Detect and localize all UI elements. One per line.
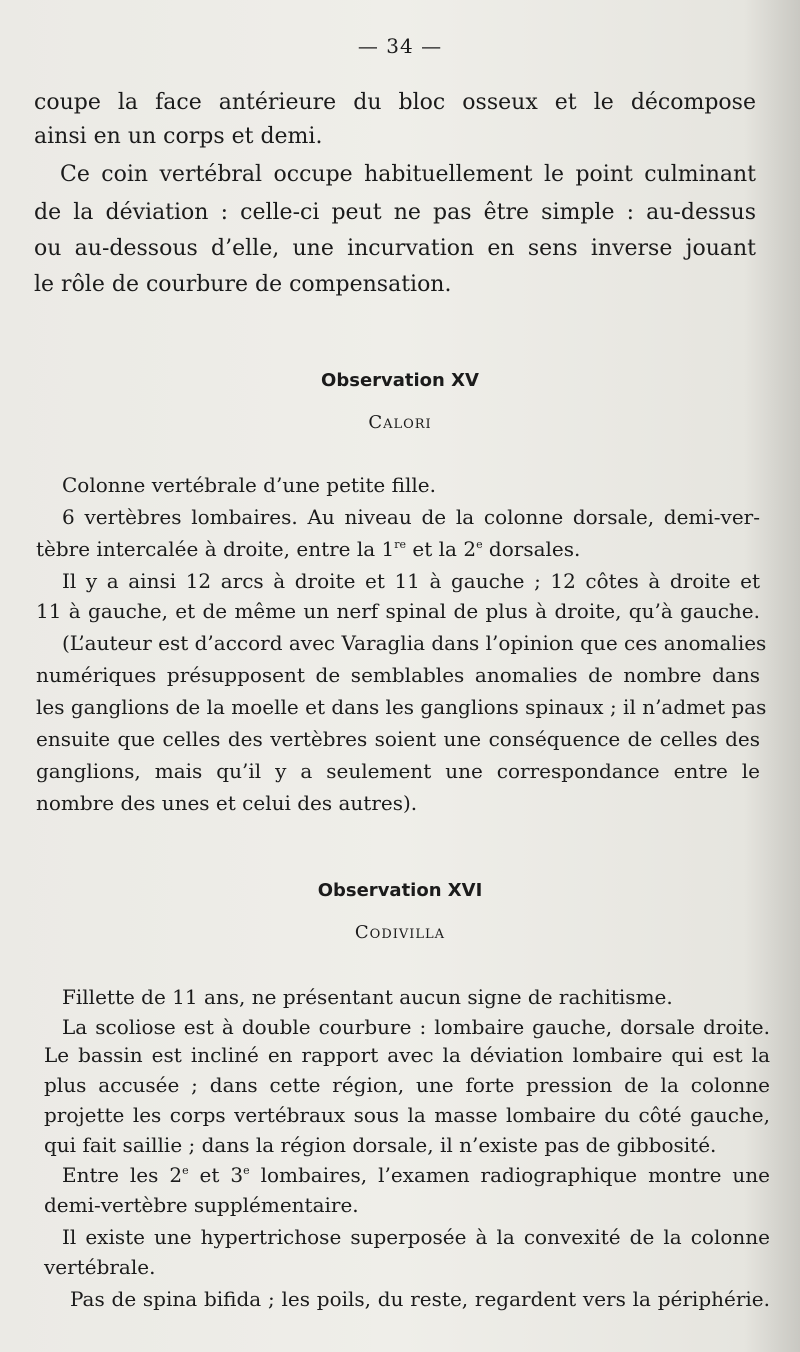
obs15-line-8: les ganglions de la moelle et dans les ganglions spinaux ; il n’admet pas: [36, 695, 767, 719]
observation-xvi-author: Codivilla: [354, 922, 446, 943]
obs16-line-2: La scoliose est à double courbure : lombaire gauche, dorsale droite.: [62, 1015, 770, 1039]
obs16-line-6: qui fait saillie ; dans la région dorsale, il n’existe pas de gibbosité.: [44, 1133, 717, 1157]
obs15-line-1: Colonne vertébrale d’une petite fille.: [62, 473, 436, 497]
intro-line-6: le rôle de courbure de compensation.: [34, 272, 452, 297]
obs16-line-5: projette les corps vertébraux sous la masse lombaire du côté gauche,: [44, 1103, 770, 1127]
observation-xv-author: Calori: [368, 412, 432, 433]
obs16-line-1: Fillette de 11 ans, ne présentant aucun signe de rachitisme.: [62, 985, 673, 1009]
obs16-line-9: Il existe une hypertrichose superposée à la convexité de la colonne: [62, 1225, 770, 1249]
obs16-line-4: plus accusée ; dans cette région, une forte pression de la colonne: [44, 1073, 770, 1097]
obs15-line-6: (L’auteur est d’accord avec Varaglia dans l’opinion que ces anomalies: [62, 631, 767, 655]
obs16-line-3: Le bassin est incliné en rapport avec la déviation lombaire qui est la: [44, 1043, 770, 1067]
intro-line-4: de la déviation : celle-ci peut ne pas être simple : au-dessus: [34, 200, 756, 225]
obs15-line-7: numériques présupposent de semblables anomalies de nombre dans: [36, 663, 760, 687]
obs16-line-11: Pas de spina bifida ; les poils, du reste, regardent vers la périphérie.: [70, 1287, 770, 1311]
intro-line-5: ou au-dessous d’elle, une incurvation en sens inverse jouant: [34, 236, 756, 261]
obs15-line-11: nombre des unes et celui des autres).: [36, 791, 418, 815]
obs15-line-3: tèbre intercalée à droite, entre la 1re et la 2e dorsales.: [36, 537, 581, 561]
page-number: — 34 —: [357, 34, 443, 58]
obs15-line-9: ensuite que celles des vertèbres soient une conséquence de celles des: [36, 727, 760, 751]
obs15-line-4: Il y a ainsi 12 arcs à droite et 11 à gauche ; 12 côtes à droite et: [62, 569, 760, 593]
obs16-line-8: demi-vertèbre supplémentaire.: [44, 1193, 359, 1217]
obs15-line-5: 11 à gauche, et de même un nerf spinal de plus à droite, qu’à gauche.: [36, 599, 760, 623]
observation-xvi-title: Observation XVI: [317, 880, 483, 901]
obs15-line-10: ganglions, mais qu’il y a seulement une correspondance entre le: [36, 759, 760, 783]
intro-line-3: Ce coin vertébral occupe habituellement le point culminant: [60, 162, 756, 187]
obs15-line-2: 6 vertèbres lombaires. Au niveau de la colonne dorsale, demi-ver-: [62, 505, 760, 529]
obs16-line-7: Entre les 2e et 3e lombaires, l’examen radiographique montre une: [62, 1163, 770, 1187]
intro-line-2: ainsi en un corps et demi.: [34, 124, 323, 149]
observation-xv-title: Observation XV: [321, 370, 479, 391]
intro-line-1: coupe la face antérieure du bloc osseux et le décompose: [34, 90, 756, 115]
obs16-line-10: vertébrale.: [44, 1255, 156, 1279]
